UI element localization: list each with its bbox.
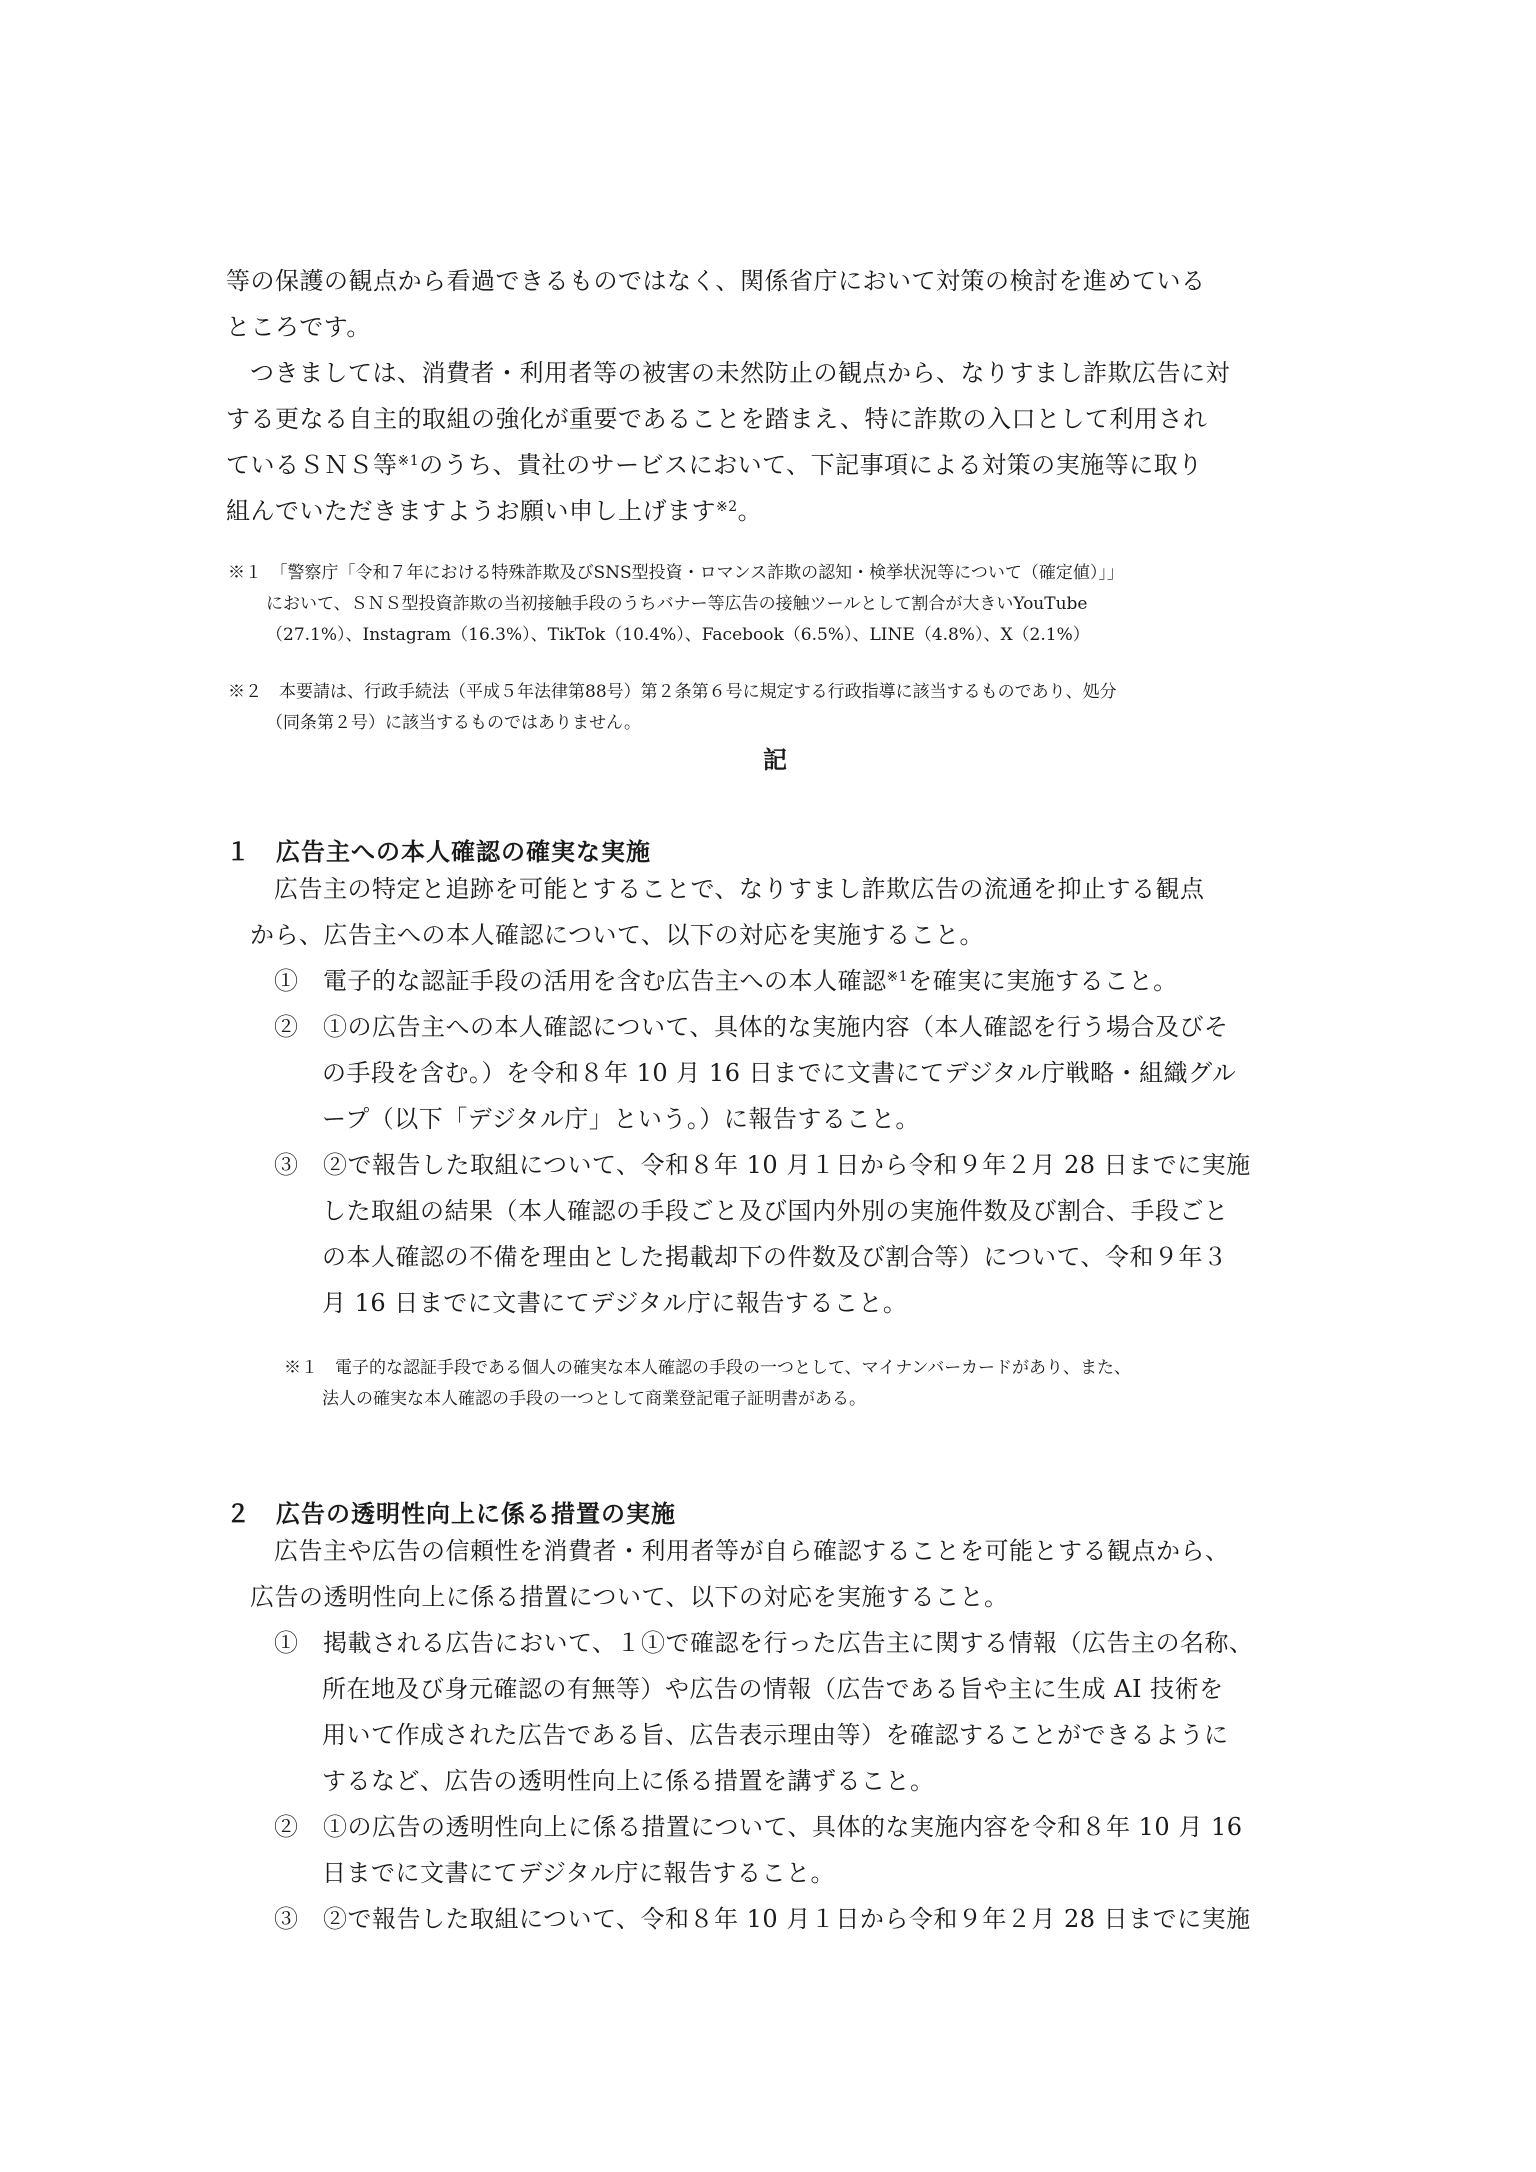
- section-1-note-line2: 法人の確実な本人確認の手段の一つとして商業登記電子証明書がある。: [322, 1389, 866, 1409]
- intro-text-b: のうち、貴社のサービスにおいて、下記事項による対策の実施等に取り: [419, 451, 1203, 479]
- section-1-item-3-line3: の本人確認の不備を理由とした掲載却下の件数及び割合等）について、令和９年３: [322, 1243, 1228, 1271]
- footnote-ref-1: ※1: [397, 453, 420, 469]
- section-1-item-2-line1: ② ①の広告主への本人確認について、具体的な実施内容（本人確認を行う場合及びそ: [274, 1013, 1229, 1041]
- intro-text-d: 。: [737, 497, 763, 525]
- footnote-2-line2: （同条第２号）に該当するものではありません。: [266, 713, 642, 733]
- intro-text-a: ているＳＮＳ等: [226, 451, 398, 479]
- s1-note-ref: ※1: [886, 969, 909, 985]
- ki-mark: 記: [763, 746, 787, 774]
- section-1-item-1: [226, 958, 1251, 1004]
- section-2-item-2-line2: 日までに文書にてデジタル庁に報告すること。: [322, 1859, 836, 1887]
- intro-p1-line2: ところです。: [226, 313, 371, 341]
- section-1-intro-line2: から、広告主への本人確認について、以下の対応を実施すること。: [250, 921, 985, 949]
- section-2-item-1-line4: するなど、広告の透明性向上に係る措置を講ずること。: [322, 1767, 935, 1795]
- intro-p2-line1: [226, 350, 1230, 396]
- intro-p1-line1: 等の保護の観点から看過できるものではなく、関係省庁において対策の検討を進めている: [226, 267, 1206, 295]
- section-2-body: [226, 1528, 1254, 1942]
- section-2-item-1-line2: 所在地及び身元確認の有無等）や広告の情報（広告である旨や主に生成 AI 技術を: [322, 1675, 1224, 1703]
- footnote-1-line3: （27.1%）、Instagram（16.3%）、TikTok（10.4%）、Facebook（6.5%）、LINE（4.8%）、X（2.1%）: [266, 625, 1090, 645]
- footnote-2-line1: ※２ 本要請は、行政手続法（平成５年法律第88号）第２条第６号に規定する行政指導に該当するものであり、処分: [228, 682, 1117, 702]
- section-2-item-3-line1: ③ ②で報告した取組について、令和８年 10 月１日から令和９年２月 28 日までに実施: [274, 1905, 1251, 1933]
- intro-p2-line3: [226, 442, 1230, 488]
- section-1-heading: １ 広告主への本人確認の確実な実施: [226, 838, 651, 866]
- section-1-item-2-line2: の手段を含む。）を令和８年 10 月 16 日までに文書にてデジタル庁戦略・組織グル: [322, 1059, 1237, 1087]
- footnote-2: [228, 677, 1117, 739]
- intro-text-c: 組んでいただきますようお願い申し上げます: [226, 497, 716, 525]
- footnote-ref-2: ※2: [716, 499, 738, 515]
- section-2-intro-line1: 広告主や広告の信頼性を消費者・利用者等が自ら確認することを可能とする観点から、: [274, 1537, 1230, 1565]
- section-2-item-1-line1: ① 掲載される広告において、１①で確認を行った広告主に関する情報（広告主の名称、: [274, 1629, 1254, 1657]
- section-1-item-3-line1: ③ ②で報告した取組について、令和８年 10 月１日から令和９年２月 28 日までに実施: [274, 1151, 1251, 1179]
- section-2-item-2-line1: ② ①の広告の透明性向上に係る措置について、具体的な実施内容を令和８年 10 月 16: [274, 1813, 1243, 1841]
- intro-p2-line2: する更なる自主的取組の強化が重要であることを踏まえ、特に詐欺の入口として利用され: [226, 405, 1208, 433]
- section-1-item-2-line3: ープ（以下「デジタル庁」という。）に報告すること。: [322, 1105, 920, 1133]
- s1-item1-text-b: を確実に実施すること。: [908, 967, 1178, 995]
- section-2-intro-line2: 広告の透明性向上に係る措置について、以下の対応を実施すること。: [250, 1583, 1009, 1611]
- footnote-1-line2: において、ＳＮＳ型投資詐欺の当初接触手段のうちバナー等広告の接触ツールとして割合が大きいYouTube: [266, 594, 1088, 614]
- section-1-body: [226, 866, 1251, 1326]
- intro-p2-line4: [226, 488, 1230, 534]
- section-1-intro-line1: 広告主の特定と追跡を可能とすることで、なりすまし詐欺広告の流通を抑止する観点: [274, 875, 1205, 903]
- intro-paragraphs: [226, 258, 1230, 534]
- section-1-item-3-line4: 月 16 日までに文書にてデジタル庁に報告すること。: [322, 1289, 908, 1317]
- section-1-note: [284, 1353, 1131, 1415]
- footnote-1: [228, 558, 1124, 651]
- section-1-item-3-line2: した取組の結果（本人確認の手段ごと及び国内外別の実施件数及び割合、手段ごと: [322, 1197, 1229, 1225]
- section-2-heading: ２ 広告の透明性向上に係る措置の実施: [226, 1500, 676, 1528]
- section-2-item-1-line3: 用いて作成された広告である旨、広告表示理由等）を確認することができるように: [322, 1721, 1229, 1749]
- intro-p2-text: つきましては、消費者・利用者等の被害の未然防止の観点から、なりすまし詐欺広告に対: [250, 359, 1230, 387]
- section-1-note-line1: ※１ 電子的な認証手段である個人の確実な本人確認の手段の一つとして、マイナンバーカードがあり、また、: [284, 1358, 1131, 1378]
- s1-item1-text-a: ① 電子的な認証手段の活用を含む広告主への本人確認: [274, 967, 887, 995]
- footnote-1-line1: ※１ 「警察庁「令和７年における特殊詐欺及びSNS型投資・ロマンス詐欺の認知・検挙状況等について（確定値）」」: [228, 563, 1124, 583]
